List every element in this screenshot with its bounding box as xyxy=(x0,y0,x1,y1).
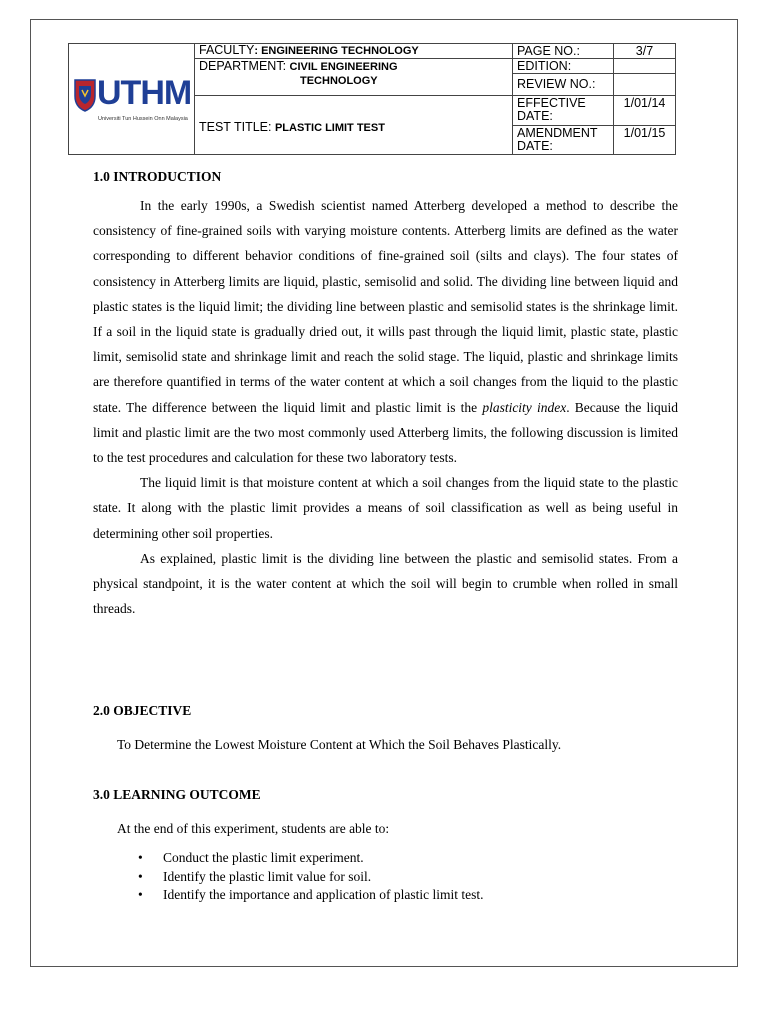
intro-p1-text: In the early 1990s, a Swedish scientist named Atterberg developed a method to describe the consistency of fine-grained soils with varying moisture contents. Atterberg limits are defined as the water corresponding to different behavior conditions of fine-grained soil (silts and clays). The four states of consistency in Atterberg limits are liquid, plastic, semisolid and solid. The dividing line between liquid and plastic states is the liquid limit; the dividing line between plastic and semisolid states is the shrinkage limit. If a soil in the liquid state is gradually dried out, it wills past through the liquid limit, plastic state, plastic limit, semisolid state and shrinkage limit and reach the solid stage. The liquid, plastic and shrinkage limits are therefore quantified in terms of the water content at which a soil changes from the liquid to the plastic state. The difference between the liquid limit and plastic limit is the xyxy=(93,198,678,415)
intro-p1-text-end: . Because the liquid limit and plastic limit are the two most commonly used Atterberg limits, the following discussion is limited to the test procedures and calculation for these two laboratory tests. xyxy=(93,399,678,466)
objective-heading: 2.0 OBJECTIVE xyxy=(93,703,192,718)
faculty-cell xyxy=(195,44,513,59)
learning-outcome-heading: 3.0 LEARNING OUTCOME xyxy=(93,787,261,802)
amendment-label-line1: AMENDMENT xyxy=(517,126,598,140)
intro-paragraph-1 xyxy=(93,193,678,470)
effective-date-value: 1/01/14 xyxy=(614,96,676,126)
effective-date-label xyxy=(513,96,614,126)
learning-outcome-intro: At the end of this experiment, students are able to: xyxy=(117,821,390,836)
list-item xyxy=(117,886,484,905)
edition-label: EDITION: xyxy=(513,59,614,74)
logo-cell xyxy=(69,44,195,155)
document-header-table xyxy=(68,43,676,155)
intro-heading: 1.0 INTRODUCTION xyxy=(93,169,222,184)
edition-value xyxy=(614,59,676,74)
bullet: • xyxy=(138,868,143,884)
effective-label-line1: EFFECTIVE xyxy=(517,96,586,110)
review-value xyxy=(614,74,676,96)
crest-icon xyxy=(73,78,97,112)
list-item-text: Conduct the plastic limit experiment. xyxy=(163,850,364,865)
department-value-1: CIVIL ENGINEERING xyxy=(289,61,398,73)
list-item-text: Identify the plastic limit value for soil. xyxy=(163,868,372,884)
logo-text: UTHM xyxy=(97,74,192,112)
review-label: REVIEW NO.: xyxy=(513,74,614,96)
page-no-label: PAGE NO.: xyxy=(513,44,614,59)
bullet: • xyxy=(138,850,143,865)
plasticity-index-term: plasticity index xyxy=(482,399,567,415)
amendment-date-label xyxy=(513,126,614,155)
list-item xyxy=(117,849,484,868)
amendment-date-value: 1/01/15 xyxy=(614,126,676,155)
objective-text: To Determine the Lowest Moisture Content at Which the Soil Behaves Plastically. xyxy=(117,737,562,752)
test-title-label: TEST TITLE: xyxy=(199,120,275,134)
department-label: DEPARTMENT: xyxy=(199,59,290,73)
faculty-value: : ENGINEERING TECHNOLOGY xyxy=(254,45,419,57)
amendment-label-line2: DATE: xyxy=(517,139,553,153)
uthm-logo xyxy=(69,69,195,129)
test-title-cell xyxy=(195,96,513,155)
bullet: • xyxy=(138,887,143,902)
department-cell xyxy=(195,59,513,96)
effective-label-line2: DATE: xyxy=(517,109,553,123)
department-value-2: TECHNOLOGY xyxy=(300,75,378,87)
page-no-value: 3/7 xyxy=(614,44,676,59)
intro-body xyxy=(93,193,678,621)
intro-paragraph-2: The liquid limit is that moisture content at which a soil changes from the liquid state to the plastic state. It along with the plastic limit provides a means of soil classification as well as being useful in determining other soil properties. xyxy=(93,475,678,541)
test-title-value: PLASTIC LIMIT TEST xyxy=(274,122,385,134)
faculty-label: FACULTY xyxy=(199,43,255,57)
list-item-text: Identify the importance and application of plastic limit test. xyxy=(163,887,484,902)
logo-subtitle: Universiti Tun Hussein Onn Malaysia xyxy=(98,116,188,122)
intro-paragraph-3: As explained, plastic limit is the dividing line between the plastic and semisolid states. From a physical standpoint, it is the water content at which the soil will begin to crumble when rolled in small threads. xyxy=(93,550,678,617)
list-item xyxy=(117,868,484,887)
learning-outcome-list xyxy=(117,849,484,905)
